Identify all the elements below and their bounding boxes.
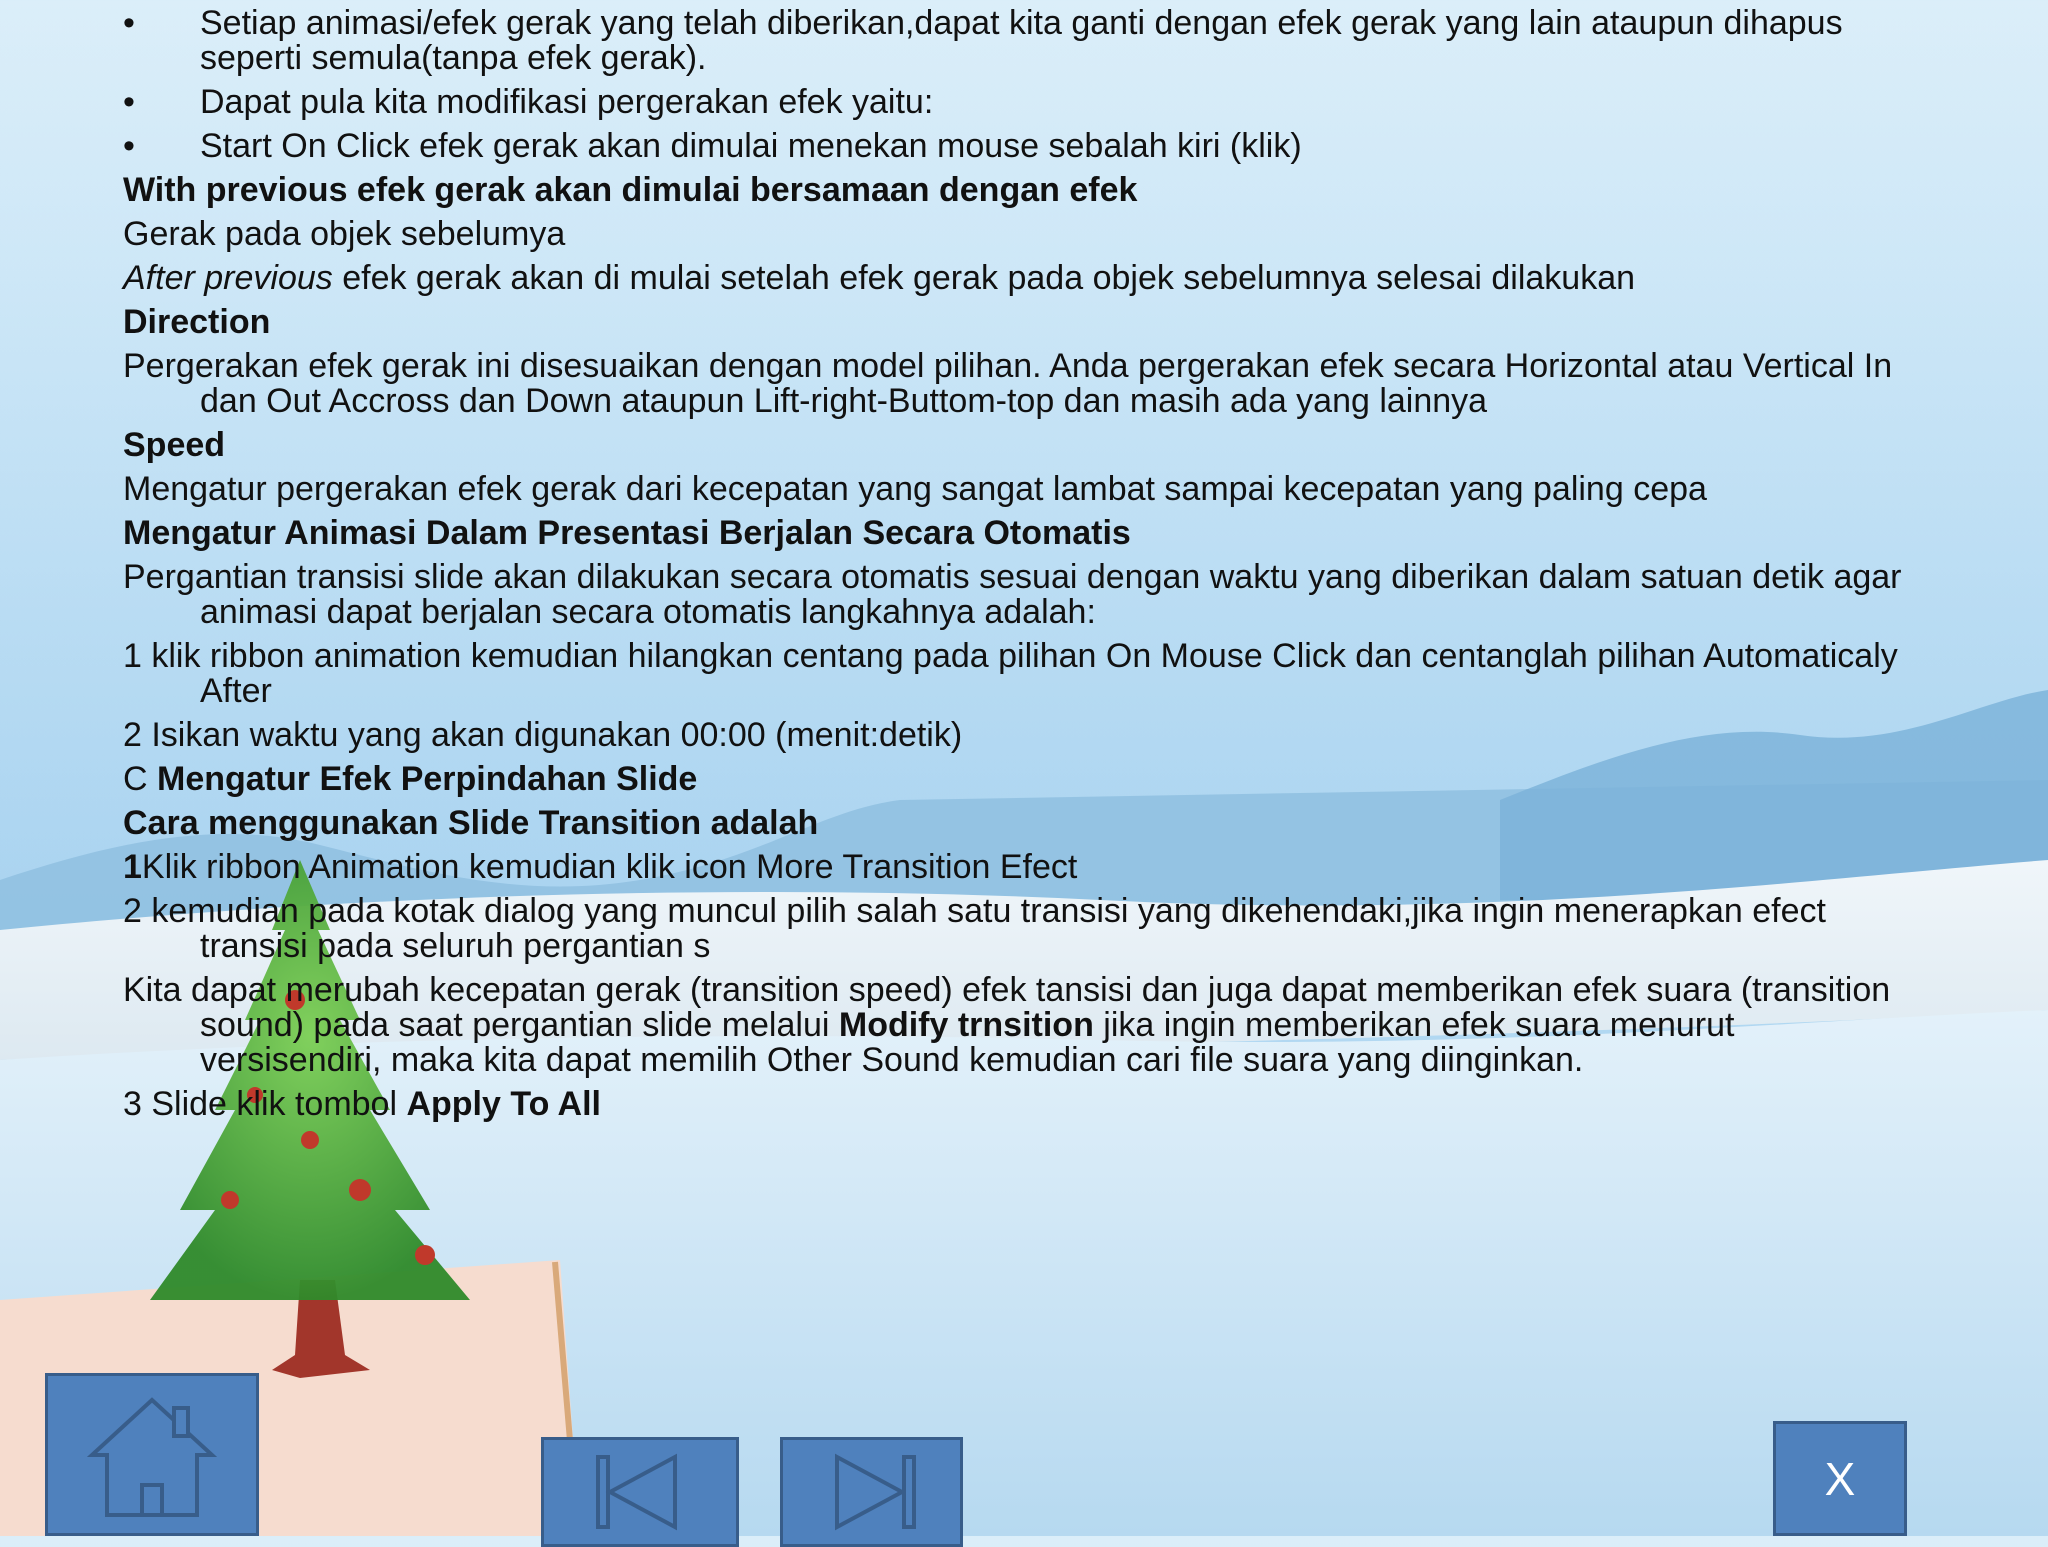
transition-speed-text-a: Kita dapat merubah kecepatan gerak (transition speed) efek tansisi dan juga dapat memberikan efek suara (transition sound) pada saat pergantian slide melalui: [123, 971, 1891, 1044]
transition-speed-text-c: jika ingin memberikan efek suara menurut versisendiri, maka kita dapat memilih Other Sound kemudian cari file suara yang diinginkan.: [200, 1006, 1735, 1079]
with-previous-heading: With previous efek gerak akan dimulai bersamaan dengan efek: [123, 171, 1138, 209]
gerak-pada-text: Gerak pada objek sebelumya: [123, 215, 566, 253]
bullet-text: Setiap animasi/efek gerak yang telah diberikan,dapat kita ganti dengan efek gerak yang lain ataupun dihapus seperti semula(tanpa efek gerak).: [200, 4, 1843, 77]
close-label: X: [1824, 1452, 1856, 1505]
section-c-heading: Mengatur Efek Perpindahan Slide: [157, 760, 698, 798]
tree-ornament: [301, 1131, 319, 1149]
bullet-item: [123, 129, 1923, 164]
section-c-line: [123, 762, 1923, 797]
bullet-marker: •: [123, 127, 135, 165]
transition-step-1-number: 1: [123, 848, 142, 886]
bullet-item: [123, 85, 1923, 120]
next-slide-button[interactable]: [780, 1437, 963, 1547]
auto-animation-heading: Mengatur Animasi Dalam Presentasi Berjalan Secara Otomatis: [123, 514, 1131, 552]
skip-previous-icon: [590, 1452, 690, 1532]
modify-transition-term: Modify trnsition: [838, 1006, 1094, 1044]
tree-ornament: [221, 1191, 239, 1209]
tree-ornament: [415, 1245, 435, 1265]
bullet-text: Start On Click efek gerak akan dimulai menekan mouse sebalah kiri (klik): [200, 127, 1302, 165]
slide-text-body: [123, 6, 1923, 1131]
section-c-prefix: C: [123, 760, 157, 798]
transition-step-3: [123, 1087, 1923, 1122]
direction-text: Pergerakan efek gerak ini disesuaikan dengan model pilihan. Anda pergerakan efek secara Horizontal atau Vertical In dan Out Accross dan Down ataupun Lift-right-Buttom-top dan masih ada yang lainnya: [123, 347, 1893, 420]
bullet-marker: •: [123, 83, 135, 121]
speed-text: Mengatur pergerakan efek gerak dari kecepatan yang sangat lambat sampai kecepatan yang paling cepa: [123, 470, 1707, 508]
auto-animation-text: Pergantian transisi slide akan dilakukan secara otomatis sesuai dengan waktu yang diberikan dalam satuan detik agar animasi dapat berjalan secara otomatis langkahnya adalah:: [123, 558, 1902, 631]
home-icon: [87, 1390, 217, 1520]
after-previous-line: [123, 261, 1923, 296]
step-1-text: 1 klik ribbon animation kemudian hilangkan centang pada pilihan On Mouse Click dan centanglah pilihan Automaticaly After: [123, 637, 1898, 710]
home-button[interactable]: [45, 1373, 259, 1536]
direction-heading: Direction: [123, 303, 271, 341]
previous-slide-button[interactable]: [541, 1437, 739, 1547]
transition-speed-paragraph: [123, 973, 1923, 1078]
bullet-text: Dapat pula kita modifikasi pergerakan efek yaitu:: [200, 83, 934, 121]
transition-step-1: [123, 850, 1923, 885]
step-2-text: 2 Isikan waktu yang akan digunakan 00:00 (menit:detik): [123, 716, 963, 754]
bullet-item: [123, 6, 1923, 76]
transition-step-1-text: Klik ribbon Animation kemudian klik icon More Transition Efect: [141, 848, 1078, 886]
after-previous-text: efek gerak akan di mulai setelah efek gerak pada objek sebelumnya selesai dilakukan: [332, 259, 1636, 297]
transition-step-3-text: 3 Slide klik tombol: [123, 1085, 407, 1123]
slide-transition-heading: Cara menggunakan Slide Transition adalah: [123, 804, 819, 842]
speed-heading: Speed: [123, 426, 226, 464]
close-button[interactable]: [1773, 1421, 1907, 1536]
skip-next-icon: [822, 1452, 922, 1532]
apply-to-all-term: Apply To All: [406, 1085, 602, 1123]
transition-step-2: 2 kemudian pada kotak dialog yang muncul pilih salah satu transisi yang dikehendaki,jika ingin menerapkan efect transisi pada seluruh pergantian s: [123, 892, 1826, 965]
after-previous-term: After previous: [123, 259, 333, 297]
bullet-marker: •: [123, 4, 135, 42]
tree-ornament: [349, 1179, 371, 1201]
